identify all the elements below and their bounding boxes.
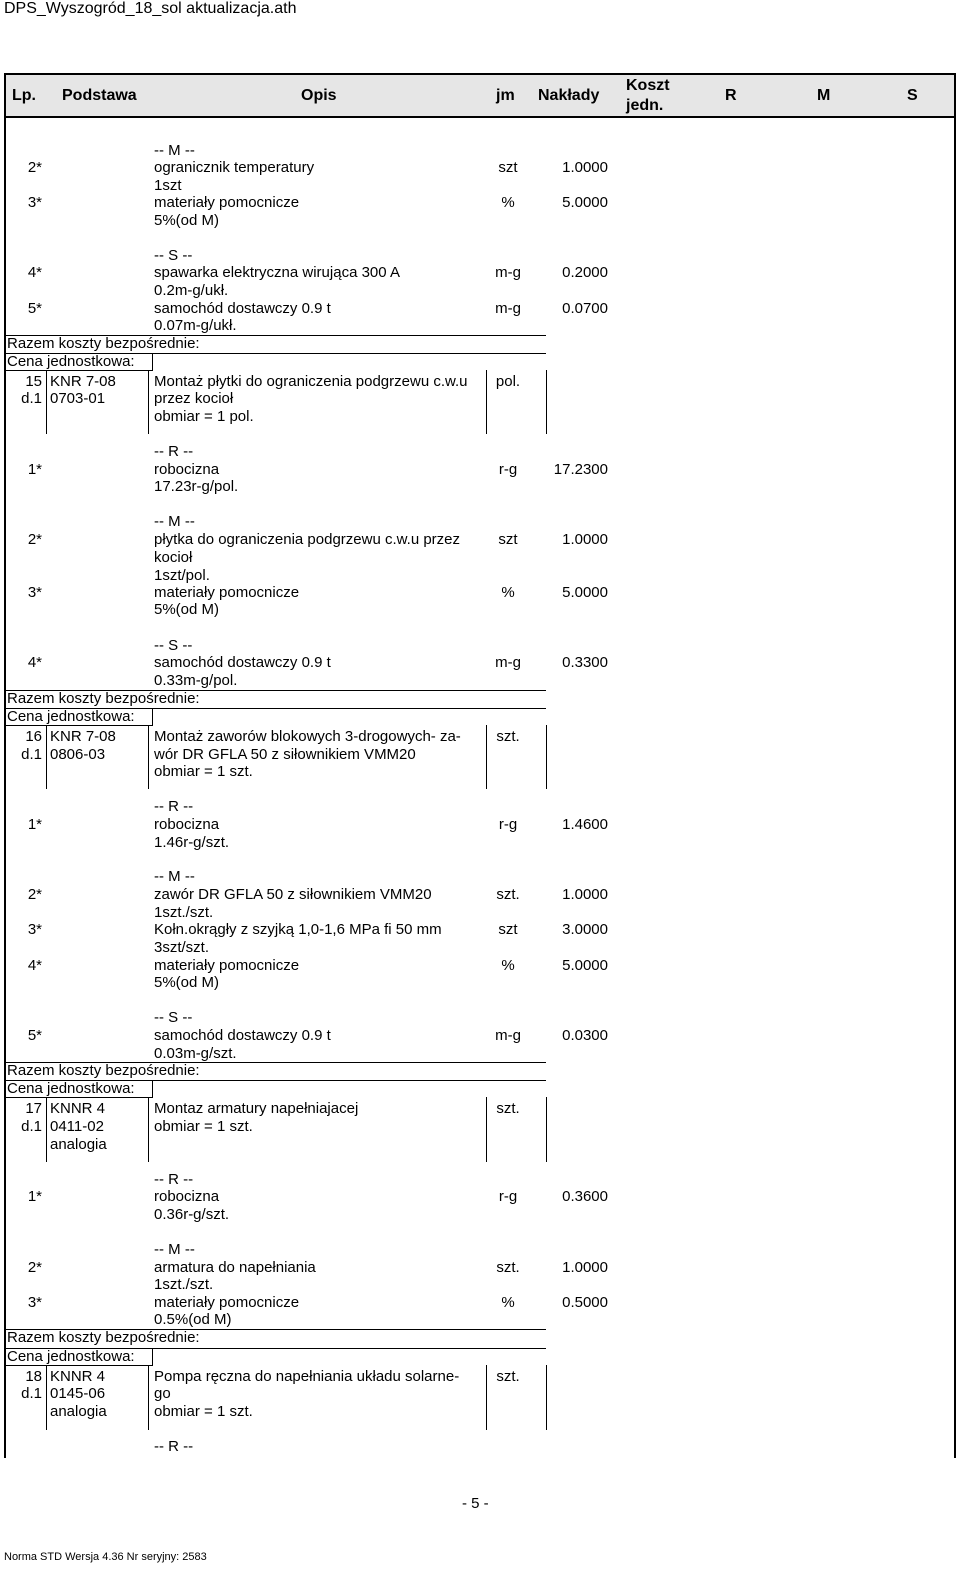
row-lp: 16 <box>25 728 42 745</box>
grid-col-divider <box>46 1365 47 1430</box>
row-jm: m-g <box>495 300 521 317</box>
row-jm: szt. <box>496 1100 520 1117</box>
row-jm: m-g <box>495 654 521 671</box>
cena-jednostkowa-label: Cena jednostkowa: <box>7 353 135 370</box>
row-jm: szt. <box>496 1259 520 1276</box>
row-opis: -- S -- <box>154 637 193 654</box>
grid-row-divider <box>4 1365 152 1366</box>
row-naklady: 5.0000 <box>562 584 608 601</box>
row-naklady: 1.0000 <box>562 1259 608 1276</box>
row-jm: pol. <box>495 373 521 390</box>
row-lp: 4* <box>27 264 42 281</box>
razem-koszty-label: Razem koszty bezpośrednie: <box>7 335 200 352</box>
grid-col-divider <box>152 353 153 371</box>
row-opis: 5%(od M) <box>154 974 220 991</box>
grid-col-divider <box>148 1097 149 1162</box>
row-opis: samochód dostawczy 0.9 t <box>154 1027 331 1044</box>
grid-row-divider <box>4 725 152 726</box>
row-opis: obmiar = 1 szt. <box>154 1403 253 1420</box>
row-naklady: 1.4600 <box>562 816 608 833</box>
row-opis: obmiar = 1 szt. <box>154 1118 253 1135</box>
row-lp: d.1 <box>21 390 42 407</box>
row-lp: 15 <box>25 373 42 390</box>
row-opis: wór DR GFLA 50 z siłownikiem VMM20 <box>154 746 416 763</box>
table-header <box>4 73 956 118</box>
row-naklady: 17.2300 <box>553 461 608 478</box>
row-opis: zawór DR GFLA 50 z siłownikiem VMM20 <box>154 886 432 903</box>
header-opis: Opis <box>301 87 337 104</box>
row-lp: 1* <box>27 1188 42 1205</box>
row-lp: 2* <box>27 531 42 548</box>
row-opis: 0.2m-g/ukł. <box>154 282 229 299</box>
row-opis: materiały pomocnicze <box>154 194 300 211</box>
row-podstawa: analogia <box>50 1136 107 1153</box>
row-opis: -- R -- <box>154 798 194 815</box>
row-podstawa: 0145-06 <box>50 1385 106 1402</box>
header-lp: Lp. <box>12 87 36 104</box>
row-lp: 3* <box>27 584 42 601</box>
row-lp: 3* <box>27 921 42 938</box>
row-opis: robocizna <box>154 816 220 833</box>
row-jm: szt <box>498 159 518 176</box>
row-opis: 17.23r-g/pol. <box>154 478 239 495</box>
header-jm: jm <box>496 87 515 104</box>
row-opis: 5%(od M) <box>154 601 220 618</box>
cena-jednostkowa-label: Cena jednostkowa: <box>7 1348 135 1365</box>
row-lp: d.1 <box>21 1118 42 1135</box>
row-opis: 0.07m-g/ukł. <box>154 317 237 334</box>
row-opis: -- M -- <box>154 868 195 885</box>
row-jm: % <box>501 194 515 211</box>
row-naklady: 5.0000 <box>562 957 608 974</box>
grid-col-divider <box>152 708 153 726</box>
row-jm: r-g <box>498 816 518 833</box>
row-opis: samochód dostawczy 0.9 t <box>154 300 331 317</box>
header-podstawa: Podstawa <box>62 87 137 104</box>
row-jm: szt <box>498 531 518 548</box>
row-lp: 1* <box>27 816 42 833</box>
row-jm: szt. <box>496 728 520 745</box>
page-number: - 5 - <box>462 1495 489 1512</box>
row-opis: materiały pomocnicze <box>154 1294 300 1311</box>
row-opis: 0.5%(od M) <box>154 1311 232 1328</box>
header-s: S <box>907 87 918 104</box>
row-jm: m-g <box>495 264 521 281</box>
row-lp: 2* <box>27 1259 42 1276</box>
row-opis: spawarka elektryczna wirująca 300 A <box>154 264 400 281</box>
row-opis: przez kocioł <box>154 390 234 407</box>
row-opis: 1szt <box>154 177 182 194</box>
grid-col-divider <box>546 1365 547 1430</box>
grid-col-divider <box>148 370 149 434</box>
header-jedn: jedn. <box>626 97 664 114</box>
grid-col-divider <box>152 1348 153 1366</box>
row-jm: % <box>501 584 515 601</box>
row-opis: -- R -- <box>154 1438 194 1455</box>
row-opis: Montaż zaworów blokowych 3-drogowych- za- <box>154 728 461 745</box>
row-podstawa: analogia <box>50 1403 107 1420</box>
row-opis: obmiar = 1 szt. <box>154 763 253 780</box>
row-lp: 5* <box>27 1027 42 1044</box>
row-opis: -- S -- <box>154 247 193 264</box>
row-opis: -- R -- <box>154 443 194 460</box>
row-opis: 0.36r-g/szt. <box>154 1206 230 1223</box>
razem-koszty-label: Razem koszty bezpośrednie: <box>7 690 200 707</box>
razem-koszty-label: Razem koszty bezpośrednie: <box>7 1329 200 1346</box>
row-jm: % <box>501 1294 515 1311</box>
row-opis: -- S -- <box>154 1009 193 1026</box>
row-podstawa: 0411-02 <box>50 1118 104 1135</box>
cena-jednostkowa-label: Cena jednostkowa: <box>7 708 135 725</box>
row-naklady: 1.0000 <box>562 886 608 903</box>
row-opis: 1szt./szt. <box>154 1276 214 1293</box>
row-naklady: 0.3300 <box>562 654 608 671</box>
row-podstawa: KNR 7-08 <box>50 373 116 390</box>
row-opis: armatura do napełniania <box>154 1259 316 1276</box>
row-lp: 3* <box>27 1294 42 1311</box>
row-opis: 0.33m-g/pol. <box>154 672 238 689</box>
row-opis: Kołn.okrągły z szyjką 1,0-1,6 MPa fi 50 mm <box>154 921 442 938</box>
row-jm: szt. <box>496 1368 520 1385</box>
footer-text: Norma STD Wersja 4.36 Nr seryjny: 2583 <box>4 1551 207 1563</box>
row-naklady: 0.5000 <box>562 1294 608 1311</box>
row-lp: 2* <box>27 886 42 903</box>
row-opis: kocioł <box>154 549 193 566</box>
row-opis: robocizna <box>154 1188 220 1205</box>
row-podstawa: 0806-03 <box>50 746 106 763</box>
row-naklady: 0.2000 <box>562 264 608 281</box>
grid-col-divider <box>546 1097 547 1162</box>
row-lp: 1* <box>27 461 42 478</box>
row-opis: 0.03m-g/szt. <box>154 1045 237 1062</box>
grid-col-divider <box>546 725 547 789</box>
row-opis: -- M -- <box>154 513 195 530</box>
row-naklady: 0.0700 <box>562 300 608 317</box>
row-lp: 3* <box>27 194 42 211</box>
grid-col-divider <box>546 370 547 434</box>
grid-row-divider <box>4 1097 152 1098</box>
row-podstawa: KNR 7-08 <box>50 728 116 745</box>
row-lp: 4* <box>27 957 42 974</box>
row-podstawa: KNNR 4 <box>50 1368 106 1385</box>
row-jm: m-g <box>495 1027 521 1044</box>
row-opis: obmiar = 1 pol. <box>154 408 254 425</box>
row-jm: r-g <box>498 1188 518 1205</box>
row-jm: szt <box>498 921 518 938</box>
grid-col-divider <box>46 370 47 434</box>
row-lp: 17 <box>25 1100 42 1117</box>
row-lp: d.1 <box>21 746 42 763</box>
grid-col-divider <box>152 1080 153 1098</box>
row-opis: ogranicznik temperatury <box>154 159 315 176</box>
grid-col-divider <box>148 1365 149 1430</box>
grid-col-divider <box>46 1097 47 1162</box>
row-lp: 4* <box>27 654 42 671</box>
row-opis: -- M -- <box>154 1241 195 1258</box>
cena-jednostkowa-label: Cena jednostkowa: <box>7 1080 135 1097</box>
row-opis: Montaz armatury napełniajacej <box>154 1100 359 1117</box>
row-opis: 3szt/szt. <box>154 939 210 956</box>
row-opis: materiały pomocnicze <box>154 957 300 974</box>
razem-koszty-label: Razem koszty bezpośrednie: <box>7 1062 200 1079</box>
row-opis: materiały pomocnicze <box>154 584 300 601</box>
header-koszt: Koszt <box>626 77 670 94</box>
grid-col-divider <box>148 725 149 789</box>
row-opis: 1szt./szt. <box>154 904 214 921</box>
row-lp: 2* <box>27 159 42 176</box>
row-lp: d.1 <box>21 1385 42 1402</box>
row-opis: go <box>154 1385 171 1402</box>
row-jm: % <box>501 957 515 974</box>
row-podstawa: KNNR 4 <box>50 1100 106 1117</box>
row-opis: Montaż płytki do ograniczenia podgrzewu c.w.u <box>154 373 468 390</box>
row-opis: 1szt/pol. <box>154 567 210 584</box>
header-r: R <box>725 87 737 104</box>
row-jm: r-g <box>498 461 518 478</box>
row-opis: -- M -- <box>154 142 195 159</box>
row-podstawa: 0703-01 <box>50 390 106 407</box>
row-lp: 5* <box>27 300 42 317</box>
row-naklady: 1.0000 <box>562 531 608 548</box>
row-opis: samochód dostawczy 0.9 t <box>154 654 331 671</box>
row-naklady: 0.3600 <box>562 1188 608 1205</box>
row-opis: płytka do ograniczenia podgrzewu c.w.u przez <box>154 531 461 548</box>
grid-col-divider <box>46 725 47 789</box>
grid-row-divider <box>4 370 152 371</box>
row-lp: 18 <box>25 1368 42 1385</box>
header-m: M <box>817 87 831 104</box>
table-border-left <box>4 118 6 1458</box>
row-opis: 5%(od M) <box>154 212 220 229</box>
table-border-right <box>954 118 956 1458</box>
row-jm: szt. <box>496 886 520 903</box>
row-opis: -- R -- <box>154 1171 194 1188</box>
document-title: DPS_Wyszogród_18_sol aktualizacja.ath <box>4 0 297 17</box>
row-naklady: 3.0000 <box>562 921 608 938</box>
row-opis: robocizna <box>154 461 220 478</box>
row-opis: Pompa ręczna do napełniania układu solarne- <box>154 1368 460 1385</box>
header-naklady: Nakłady <box>538 87 600 104</box>
row-naklady: 5.0000 <box>562 194 608 211</box>
row-naklady: 1.0000 <box>562 159 608 176</box>
row-opis: 1.46r-g/szt. <box>154 834 230 851</box>
row-naklady: 0.0300 <box>562 1027 608 1044</box>
